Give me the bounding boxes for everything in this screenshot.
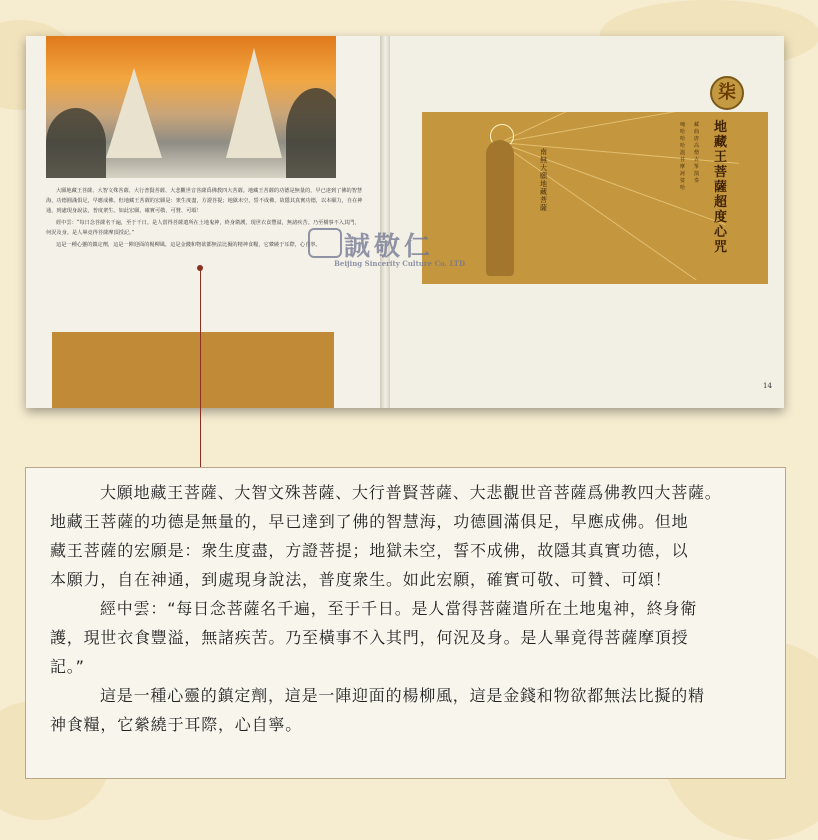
bodhisattva-figure	[486, 140, 514, 276]
zoom-line: 這是一種心靈的鎮定劑，這是一陣迎面的楊柳風，這是金錢和物欲都無法比擬的精	[100, 686, 705, 705]
callout-line	[200, 268, 201, 468]
ksitigarbha-panel	[422, 112, 768, 284]
gold-image-block	[52, 332, 334, 408]
pagoda-shape	[226, 48, 282, 158]
page-number: 14	[763, 382, 772, 390]
pagoda-painting	[46, 36, 336, 178]
left-paragraph: 大願地藏王菩薩、大智文殊菩薩、大行普賢菩薩、大悲觀世音菩薩爲佛教四大菩薩。地藏王菩薩的功德是無量的，早已達到了佛的智慧海，功德圓滿俱足，早應成佛。但地藏王菩薩的宏願是：衆生度盡，方證菩提；地獄未空，誓不成佛，故隱其真實功德，以本願力，自在神通，到處現身說法，普度衆生。如此宏願，確實可敬、可贊、可頌！	[46, 188, 363, 214]
panel-title: 南無大願地藏菩薩	[540, 148, 547, 212]
credit-text: 藏曲唐高僧 古筝演奏	[694, 122, 700, 184]
watermark	[310, 226, 465, 268]
tree-silhouette	[286, 88, 336, 178]
right-page	[390, 36, 784, 408]
tree-silhouette	[46, 108, 106, 178]
zoom-line: 地藏王菩薩的功德是無量的，早已達到了佛的智慧海，功德圓滿俱足，早應成佛。但地	[50, 512, 689, 531]
zoom-line: 記。”	[50, 657, 85, 676]
mantra-text: 唵 哈哈哈 溫菩摩訶 娑哈	[680, 122, 686, 191]
left-paragraph: 經中雲：“每日念菩薩名千遍，至于千日。是人當得菩薩遣所在土地鬼神，終身衛護，現世衣食豐溢，無諸疾苦。乃至橫事不入其門，何況及身。是人畢竟得菩薩摩頂授記。”	[46, 220, 360, 236]
watermark-chinese: 誠敬仁	[344, 232, 435, 262]
zoomed-text-panel	[25, 467, 786, 779]
zoom-line: 神食糧，它縈繞于耳際，心自寧。	[50, 715, 303, 734]
light-ray	[499, 142, 696, 280]
zoom-line: 大願地藏王菩薩、大智文殊菩薩、大行普賢菩薩、大悲觀世音菩薩爲佛教四大菩薩。	[100, 483, 722, 502]
panel-caption: 地藏王菩薩超度心咒	[714, 120, 728, 255]
chapter-seal: 柒	[710, 76, 744, 110]
zoom-line: 護，現世衣食豐溢，無諸疾苦。乃至橫事不入其門，何況及身。是人畢竟得菩薩摩頂授	[50, 628, 689, 647]
light-ray	[500, 142, 739, 164]
left-page	[26, 36, 382, 408]
pagoda-shape	[106, 68, 162, 158]
zoom-line: 藏王菩薩的宏願是：衆生度盡，方證菩提；地獄未空，誓不成佛，故隱其真實功德，以	[50, 541, 689, 560]
watermark-logo-icon	[308, 228, 342, 258]
zoom-line: 本願力，自在神通，到處現身說法，普度衆生。如此宏願，確實可敬、可贊、可頌！	[50, 570, 672, 589]
watermark-english: Beijing Sincerity Culture Co. LTD	[334, 259, 466, 268]
light-ray	[500, 142, 726, 225]
left-paragraph: 這是一種心靈的鎮定劑，這是一陣迎面的楊柳風，這是金錢和物欲都無法比擬的精神食糧，它縈繞于耳際，心自寧。	[56, 242, 321, 248]
open-book	[26, 36, 784, 408]
zoom-line: 經中雲：“每日念菩薩名千遍，至于千日。是人當得菩薩遣所在土地鬼神，終身衛	[100, 599, 698, 618]
